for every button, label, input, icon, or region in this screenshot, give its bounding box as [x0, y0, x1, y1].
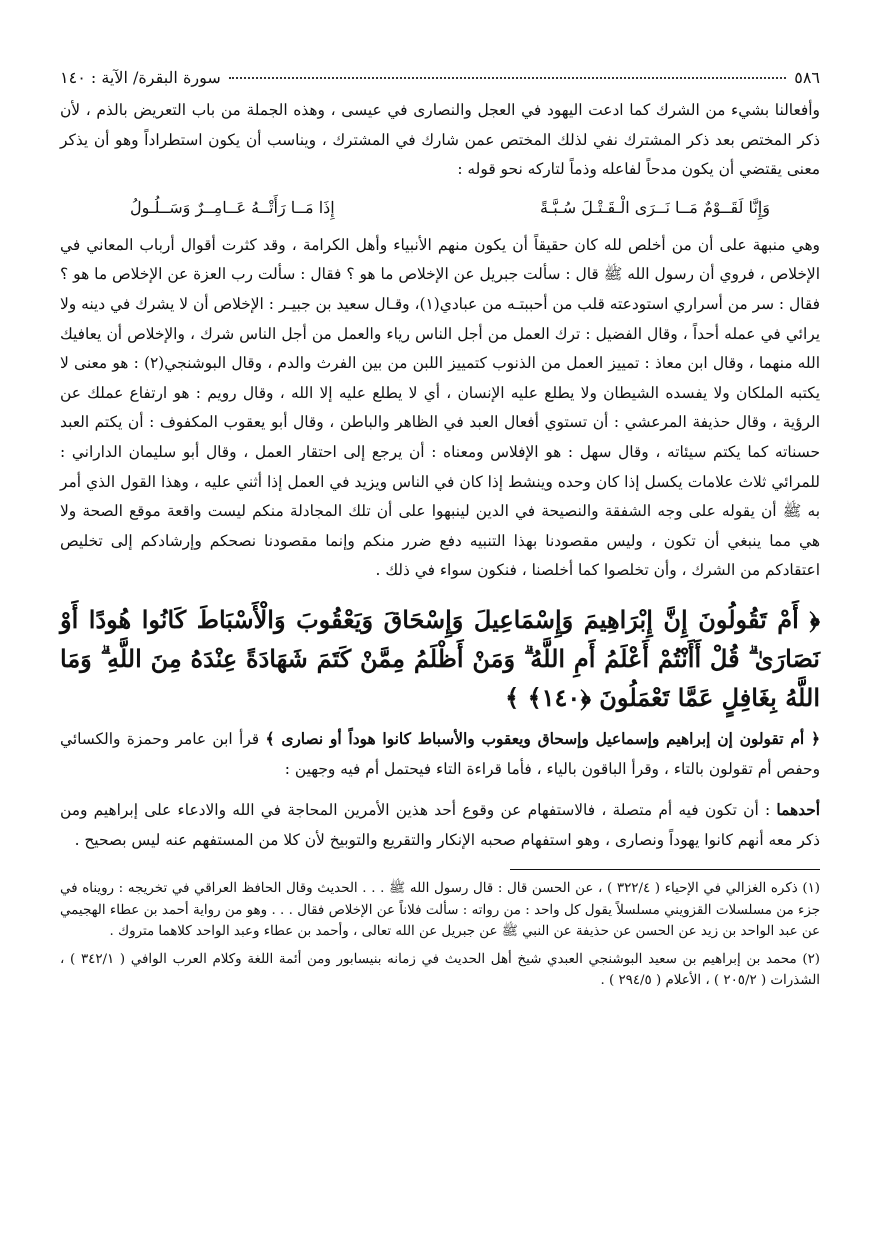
first-view-label: أحدهما	[776, 801, 820, 820]
quoted-verse-bold: ﴿ أم تقولون إن إبراهيم وإسماعيل وإسحاق ويعقوب والأسباط كانوا هوداً أو نصارى ﴾	[265, 729, 820, 748]
page-number: ٥٨٦	[794, 68, 820, 87]
first-view-paragraph	[60, 796, 820, 855]
verse-second-hemistich: إِذَا مَــا رَأَتْــهُ عَــامِــرٌ وَسَــلُـولُ	[130, 197, 335, 217]
readings-text: قرأ ابن عامر وحمزة والكسائي وحفص أم تقولون بالتاء ، وقرأ الباقون بالياء ، فأما قراءة التاء فيحتمل أم فيه وجهين :	[60, 729, 820, 778]
page-header	[60, 66, 820, 90]
book-page	[60, 66, 820, 992]
first-view-text: : أن تكون فيه أم متصلة ، فالاستفهام عن وقوع أحد هذين الأمرين المحاجة في الله والادعاء على إبراهيم ومن ذكر معه أنهم كانوا يهوداً ونصارى ، وهو استفهام صحبه الإنكار والتقريع والتوبيخ لأن كلا من المستفهم عنه ليس بصحيح .	[60, 801, 820, 849]
footnote-1: (١) ذكره الغزالي في الإحياء ( ٣٢٢/٤ ) ، عن الحسن قال : قال رسول الله ﷺ . . . الحديث وقال الحافظ العراقي في تخريجه : رويناه في جزء من مسلسلات القزويني مسلسلاً يقول كل واحد : من رواته : سألت فلاناً عن الإخلاص فقال . . . وهو من رواية أحمد بن عطاء الهجيمي عن عبد الواحد بن زيد عن الحسن عن حذيفة عن النبي ﷺ عن جبريل عن الله تعالى ، وأحمد بن عطاء وعبد الواحد كلاهما متروك .	[60, 881, 820, 940]
readings-paragraph	[60, 725, 820, 784]
footnote-separator	[510, 869, 820, 870]
verse-first-hemistich: وَإِنَّا لَقَــوْمٌ مَــا نَــرَى الْـقَـتْـلَ سُـبَّـةً	[539, 197, 770, 217]
footnote-2: (٢) محمد بن إبراهيم بن سعيد البوشنجي العبدي شيخ أهل الحديث في زمانه بنيسابور ومن أئمة اللغة وكلام العرب الوافي ( ٣٤٢/١ ) ، الشذرات ( ٢٠٥/٢ ) ، الأعلام ( ٢٩٤/٥ ) .	[60, 951, 820, 989]
surah-reference: سورة البقرة/ الآية : ١٤٠	[60, 68, 221, 87]
poetry-verse	[130, 194, 770, 222]
ikhlas-paragraph: وهي منبهة على أن من أخلص لله كان حقيقاً أن يكون منهم الأنبياء وأهل الكرامة ، وقد كثرت أقوال أرباب المعاني في الإخلاص ، فروي أن رسول الله ﷺ قال : سألت جبريل عن الإخلاص ما هو ؟ فقال : سألت رب العزة عن الإخلاص ما هو ؟ فقال : سر من أسراري استودعته قلب من أحببتـه من عبادي(١)، وقـال سعيد بن جبيـر : الإخلاص أن لا يشرك في دينه ولا يرائي في عمله أحداً ، وقال الفضيل : ترك العمل من أجل الناس رياء والعمل من أجل الناس شرك ، والإخلاص أن يعافيك الله منهما ، وقال ابن معاذ : تمييز العمل من الذنوب كتمييز اللبن من بين الفرث والدم ، وقال البوشنجي(٢) : هو معنى لا يكتبه الملكان ولا يفسده الشيطان ولا يطلع عليه الإنسان ، أي لا يطلع عليه إلا الله ، وقال رويم : هو ارتفاع عملك عن الرؤية ، وقال حذيفة المرعشي : أن تستوي أفعال العبد في الظاهر والباطن ، وقال أبو يعقوب المكفوف : أن يكتم العبد حسناته كما يكتم سيئاته ، وقال سهل : هو الإفلاس ومعناه : أن يرجع إلى احتقار العمل ، وقال أبو سليمان الداراني : للمرائي ثلاث علامات يكسل إذا كان وحده وينشط إذا كان في الناس ويزيد في العمل إذا أثني عليه ، وهذا القول الذي أمر به ﷺ أن يقوله على وجه الشفقة والنصيحة في الدين لينبهوا على أن تلك المجادلة منكم ليست واقعة موقع الصحة ولا هي مما ينبغي أن تكون ، وليس مقصودنا بهذا التنبيه دفع ضرر منكم وإنما مقصودنا نصحكم وإرشادكم إلى تخليص اعتقادكم من الشرك ، وأن تخلصوا كما أخلصنا ، فنكون سواء في ذلك .	[60, 235, 820, 580]
intro-paragraph: وأفعالنا بشيء من الشرك كما ادعت اليهود في العجل والنصارى في عيسى ، وهذه الجملة من باب التعريض بالذم ، لأن ذكر المختص بعد ذكر المشترك نفي لذلك المختص عمن شارك في المشترك ، ويناسب أن يكون استطراداً وهو أن يذكر معنى يقتضي أن يكون مدحاً لفاعله وذماً لتاركه نحو قوله :	[60, 101, 820, 179]
quran-verse-140: ﴿ أَمْ تَقُولُونَ إِنَّ إِبْرَاهِيمَ وَإِسْمَاعِيلَ وَإِسْحَاقَ وَيَعْقُوبَ وَالْأَسْبَاطَ كَانُوا هُودًا أَوْ نَصَارَىٰ ۗ قُلْ أَأَنْتُمْ أَعْلَمُ أَمِ اللَّهُ ۗ وَمَنْ أَظْلَمُ مِمَّنْ كَتَمَ شَهَادَةً عِنْدَهُ مِنَ اللَّهِ ۗ وَمَا اللَّهُ بِغَافِلٍ عَمَّا تَعْمَلُونَ ﴿١٤٠﴾ ﴾	[60, 604, 820, 712]
dotted-leader	[229, 77, 786, 79]
